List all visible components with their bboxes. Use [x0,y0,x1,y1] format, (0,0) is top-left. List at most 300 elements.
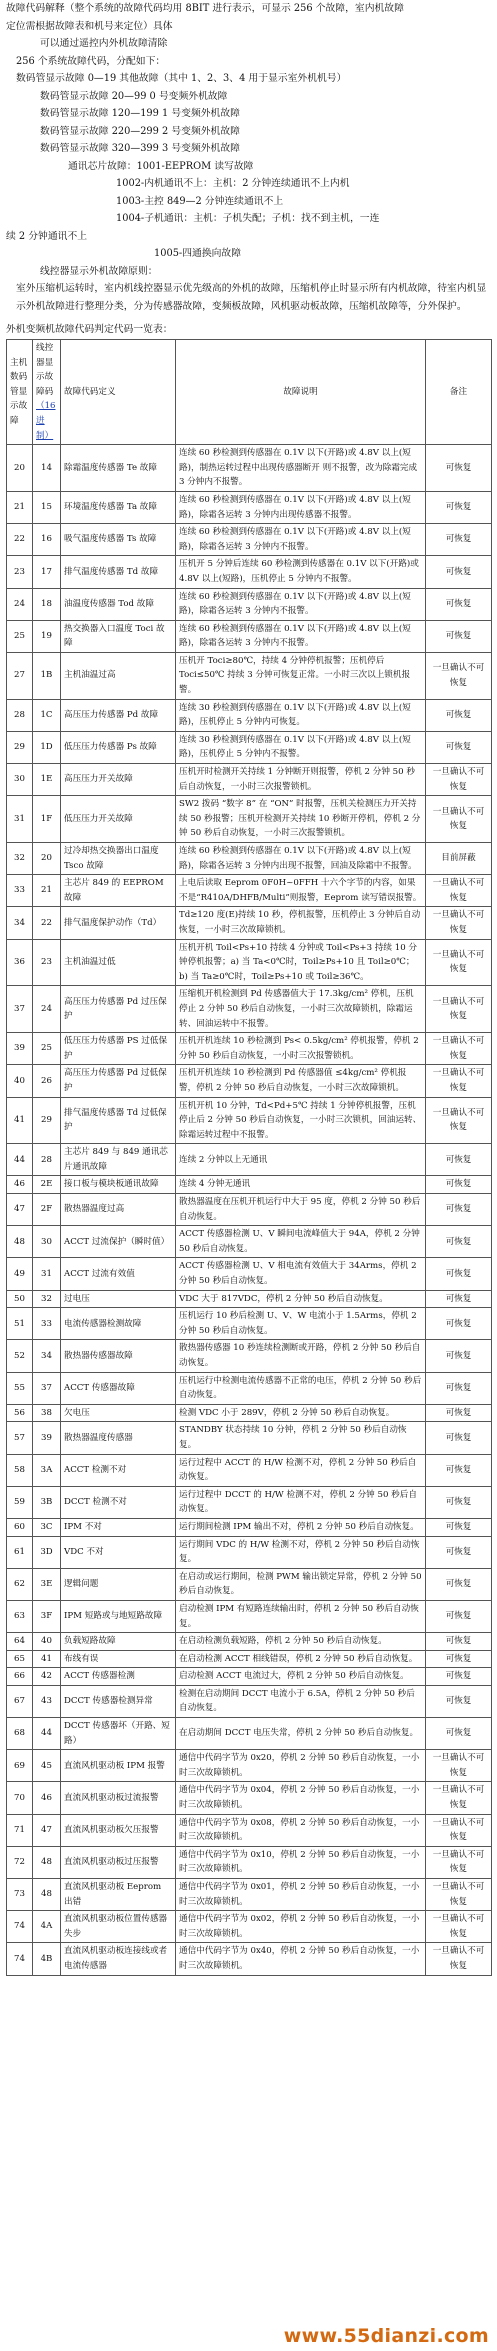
cell-main-code: 24 [7,588,33,620]
cell-remark: 可恢复 [426,1486,492,1518]
table-row [7,986,492,1033]
cell-description: 压机开机连续 10 秒检测到 Ps< 0.5kg/cm² 停机报警，停机 2 分钟 50 秒后自动恢复，一小时三次报警锁机。 [176,1033,426,1065]
cell-description: 在启动或运行期间，检测 PWM 输出锁定异常，停机 2 分钟 50 秒后自动恢复。 [176,1568,426,1600]
cell-main-code: 60 [7,1518,33,1536]
table-row [7,588,492,620]
cell-description: 连续 60 秒检测到传感器在 0.1V 以下(开路)或 4.8V 以上(短路)，制热运转过程中出现传感器断开 则不报警，改为除霜完成 3 分钟内不报警。 [176,445,426,492]
table-row [7,1943,492,1975]
cell-controller-code: 26 [33,1065,61,1097]
table-row [7,1750,492,1782]
cell-remark: 可恢复 [426,1454,492,1486]
cell-controller-code: 47 [33,1814,61,1846]
cell-controller-code: 3D [33,1536,61,1568]
cell-definition: 低压压力开关故障 [61,796,176,843]
cell-definition: DCCT 检测不对 [61,1486,176,1518]
cell-description: 散热器传感器 10 秒连续检测断或开路，停机 2 分钟 50 秒后自动恢复。 [176,1340,426,1372]
header-definition: 故障代码定义 [61,340,176,445]
cell-main-code: 65 [7,1650,33,1668]
cell-description: 连续 30 秒检测到传感器在 0.1V 以下(开路)或 4.8V 以上(短路)，压机停止 5 分钟内可恢复。 [176,699,426,731]
cell-controller-code: 32 [33,1290,61,1308]
cell-description: ACCT 传感器检测 U、V 相电流有效值大于 34Arms，停机 2 分钟 50 秒后自动恢复。 [176,1258,426,1290]
cell-controller-code: 1B [33,652,61,699]
intro-line: 线控器显示外机故障原则： [40,265,158,277]
table-row [7,1814,492,1846]
cell-main-code: 48 [7,1226,33,1258]
header-description: 故障说明 [176,340,426,445]
cell-main-code: 74 [7,1943,33,1975]
cell-remark: 一旦确认不可恢复 [426,1782,492,1814]
cell-remark: 可恢复 [426,1404,492,1422]
cell-controller-code: 42 [33,1668,61,1686]
cell-controller-code: 1F [33,796,61,843]
cell-definition: 低压压力传感器 Ps 故障 [61,731,176,763]
table-row [7,445,492,492]
cell-main-code: 21 [7,491,33,523]
cell-definition: 直流风机驱动板位置传感器失步 [61,1911,176,1943]
table-row [7,652,492,699]
cell-controller-code: 38 [33,1404,61,1422]
table-row [7,1226,492,1258]
cell-remark: 可恢复 [426,1668,492,1686]
header-remark: 备注 [426,340,492,445]
cell-remark: 可恢复 [426,1633,492,1651]
cell-definition: IPM 不对 [61,1518,176,1536]
table-row [7,1879,492,1911]
table-row [7,731,492,763]
cell-remark: 一旦确认不可恢复 [426,796,492,843]
cell-description: 通信中代码字节为 0x40，停机 2 分钟 50 秒后自动恢复，一小时三次故障锁机。 [176,1943,426,1975]
cell-remark: 可恢复 [426,524,492,556]
cell-main-code: 62 [7,1568,33,1600]
cell-definition: 欠电压 [61,1404,176,1422]
cell-controller-code: 29 [33,1097,61,1144]
cell-remark: 可恢复 [426,1176,492,1194]
cell-description: 压机开 Toci≥80℃，持续 4 分钟停机报警；压机停后 Toci≤50℃ 持续 3 分钟可恢复正常。一小时三次以上锁机报警。 [176,652,426,699]
cell-controller-code: 19 [33,620,61,652]
cell-remark: 可恢复 [426,1308,492,1340]
table-row [7,1568,492,1600]
cell-definition: 过冷却热交换器出口温度 Tsco 故障 [61,843,176,875]
cell-description: 连续 60 秒检测到传感器在 0.1V 以下(开路)或 4.8V 以上(短路)，除霜各运转 3 分钟内出现不报警，回油及除霜中不报警。 [176,843,426,875]
cell-description: 在启动期间 DCCT 电压失常，停机 2 分钟 50 秒后自动恢复。 [176,1718,426,1750]
cell-description: 连续 30 秒检测到传感器在 0.1V 以下(开路)或 4.8V 以上(短路)，压机停止 5 分钟内不报警。 [176,731,426,763]
cell-description: 在启动检测 ACCT 相线错误，停机 2 分钟 50 秒后自动恢复。 [176,1650,426,1668]
cell-main-code: 59 [7,1486,33,1518]
cell-definition: 直流风机驱动板 IPM 报警 [61,1750,176,1782]
cell-remark: 一旦确认不可恢复 [426,1750,492,1782]
cell-definition: 直流风机驱动板过流报警 [61,1782,176,1814]
cell-description: 压机开 5 分钟后连续 60 秒检测到传感器在 0.1V 以下(开路)或 4.8V 以上(短路)，压机停止 5 分钟内不报警。 [176,556,426,588]
cell-main-code: 63 [7,1600,33,1632]
table-row [7,1308,492,1340]
cell-description: 通信中代码字节为 0x02，停机 2 分钟 50 秒后自动恢复，一小时三次故障锁机。 [176,1911,426,1943]
intro-line: 数码管显示故障 320—399 3 号变频外机故障 [40,143,240,154]
table-row [7,843,492,875]
cell-description: 压机开机连续 10 秒检测到 Pd 传感器值 ≤4kg/cm² 停机报警，停机 2 分钟 50 秒后自动恢复，一小时三次故障锁机。 [176,1065,426,1097]
cell-controller-code: 3B [33,1486,61,1518]
table-row [7,1033,492,1065]
cell-definition: 散热器温度过高 [61,1194,176,1226]
table-row [7,1846,492,1878]
cell-main-code: 29 [7,731,33,763]
cell-remark: 可恢复 [426,1518,492,1536]
cell-remark: 可恢复 [426,731,492,763]
cell-description: 启动检测 ACCT 电流过大，停机 2 分钟 50 秒后自动恢复。 [176,1668,426,1686]
cell-remark: 可恢复 [426,1194,492,1226]
intro-line: 数码管显示故障 120—199 1 号变频外机故障 [40,108,240,119]
cell-controller-code: 34 [33,1340,61,1372]
cell-main-code: 23 [7,556,33,588]
cell-definition: 散热器传感器故障 [61,1340,176,1372]
table-row [7,1518,492,1536]
cell-description: 压机开机 Toil<Ps+10 持续 4 分钟或 Toil<Ps+3 持续 10 分钟停机报警；a) 当 Ta<0℃时，Toil≥Ps+10 且 Toil≥0℃；b) 当 Ta≥0℃时，Toil≥Ps+10 或 Toil≥36℃。 [176,939,426,986]
cell-controller-code: 37 [33,1372,61,1404]
cell-controller-code: 48 [33,1879,61,1911]
cell-main-code: 50 [7,1290,33,1308]
cell-definition: 接口板与模块板通讯故障 [61,1176,176,1194]
cell-definition: 电流传感器检测故障 [61,1308,176,1340]
cell-definition: ACCT 传感器检测 [61,1668,176,1686]
intro-line: 数码管显示故障 220—299 2 号变频外机故障 [40,125,240,137]
cell-remark: 可恢复 [426,1226,492,1258]
cell-description: ACCT 传感器检测 U、V 瞬间电流峰值大于 94A，停机 2 分钟 50 秒后自动恢复。 [176,1226,426,1258]
cell-main-code: 66 [7,1668,33,1686]
cell-main-code: 34 [7,907,33,939]
cell-main-code: 49 [7,1258,33,1290]
cell-description: 通信中代码字节为 0x20，停机 2 分钟 50 秒后自动恢复，一小时三次故障锁机。 [176,1750,426,1782]
intro-line: 数码管显示故障 20—99 0 号变频外机故障 [40,90,228,102]
cell-description: 连续 60 秒检测到传感器在 0.1V 以下(开路)或 4.8V 以上(短路)，除霜各运转 3 分钟内不报警。 [176,524,426,556]
cell-remark: 一旦确认不可恢复 [426,1943,492,1975]
cell-controller-code: 4A [33,1911,61,1943]
cell-remark: 可恢复 [426,491,492,523]
cell-controller-code: 3C [33,1518,61,1536]
cell-description: VDC 大于 817VDC，停机 2 分钟 50 秒后自动恢复。 [176,1290,426,1308]
cell-definition: 直流风机驱动板 Eeprom 出错 [61,1879,176,1911]
cell-description: 连续 4 分钟无通讯 [176,1176,426,1194]
cell-main-code: 72 [7,1846,33,1878]
table-row [7,620,492,652]
intro-line: 定位需根据故障表和机号来定位）具体 [6,20,173,32]
table-row [7,1633,492,1651]
cell-definition: ACCT 过流保护（瞬时值） [61,1226,176,1258]
intro-line: 1003-主控 849—2 分钟连续通讯不上 [116,195,284,207]
cell-main-code: 33 [7,875,33,907]
cell-main-code: 68 [7,1718,33,1750]
cell-description: 压机运行中检测电流传感器不正常的电压，停机 2 分钟 50 秒后自动恢复。 [176,1372,426,1404]
cell-remark: 可恢复 [426,1340,492,1372]
table-row [7,875,492,907]
table-row [7,1340,492,1372]
cell-remark: 可恢复 [426,1422,492,1454]
cell-remark: 可恢复 [426,445,492,492]
cell-controller-code: 15 [33,491,61,523]
cell-remark: 一旦确认不可恢复 [426,1814,492,1846]
cell-main-code: 74 [7,1911,33,1943]
cell-controller-code: 33 [33,1308,61,1340]
cell-main-code: 39 [7,1033,33,1065]
cell-remark: 目前屏蔽 [426,843,492,875]
cell-definition: ACCT 传感器故障 [61,1372,176,1404]
watermark: www.55dianzi.com [283,2325,489,2347]
table-row [7,556,492,588]
table-row [7,1685,492,1717]
cell-remark: 可恢复 [426,1290,492,1308]
table-row [7,1782,492,1814]
table-row [7,1144,492,1176]
cell-main-code: 69 [7,1750,33,1782]
cell-definition: 排气温度传感器 Td 过低保护 [61,1097,176,1144]
table-row [7,796,492,843]
cell-definition: 负载短路故障 [61,1633,176,1651]
cell-description: 压机开时检测开关持续 1 分钟断开则报警，停机 2 分钟 50 秒后自动恢复，一小时三次报警锁机。 [176,764,426,796]
cell-remark: 可恢复 [426,699,492,731]
cell-main-code: 52 [7,1340,33,1372]
table-row [7,1194,492,1226]
cell-controller-code: 22 [33,907,61,939]
cell-definition: 直流风机驱动板连接线或者电流传感器 [61,1943,176,1975]
cell-controller-code: 2E [33,1176,61,1194]
header-main-display: 主机数码管显示故障 [7,340,33,445]
cell-definition: 过电压 [61,1290,176,1308]
cell-controller-code: 1E [33,764,61,796]
cell-description: 压机运行 10 秒后检测 U、V、W 电流小于 1.5Arms，停机 2 分钟 50 秒后自动恢复。 [176,1308,426,1340]
cell-description: 通信中代码字节为 0x01，停机 2 分钟 50 秒后自动恢复，一小时三次故障锁机。 [176,1879,426,1911]
table-row [7,1600,492,1632]
cell-main-code: 27 [7,652,33,699]
cell-main-code: 30 [7,764,33,796]
cell-definition: 主机油温过低 [61,939,176,986]
cell-main-code: 56 [7,1404,33,1422]
cell-description: 压缩机开机检测到 Pd 传感器值大于 17.3kg/cm² 停机，压机停止 2 分钟 50 秒后自动恢复，一小时三次故障锁机，除霜运转、回油运转中不报警。 [176,986,426,1033]
cell-description: 运行期间检测 IPM 输出不对，停机 2 分钟 50 秒后自动恢复。 [176,1518,426,1536]
intro-line: 1004-子机通讯：主机：子机失配；子机：找不到主机，一连 [116,213,380,224]
cell-controller-code: 21 [33,875,61,907]
cell-definition: 主机油温过高 [61,652,176,699]
cell-remark: 一旦确认不可恢复 [426,1097,492,1144]
cell-definition: 高压压力传感器 Pd 故障 [61,699,176,731]
cell-definition: 排气温度传感器 Td 故障 [61,556,176,588]
table-row [7,764,492,796]
cell-definition: 高压压力传感器 Pd 过低保护 [61,1065,176,1097]
intro-line: 数码管显示故障 0—19 其他故障（其中 1、2、3、4 用于显示室外机机号） [16,73,347,84]
cell-controller-code: 1D [33,731,61,763]
cell-controller-code: 46 [33,1782,61,1814]
cell-controller-code: 23 [33,939,61,986]
cell-remark: 一旦确认不可恢复 [426,875,492,907]
cell-controller-code: 3A [33,1454,61,1486]
cell-definition: 散热器温度传感器 [61,1422,176,1454]
cell-remark: 一旦确认不可恢复 [426,1911,492,1943]
cell-controller-code: 45 [33,1750,61,1782]
cell-main-code: 37 [7,986,33,1033]
table-header-row [7,340,492,445]
cell-remark: 一旦确认不可恢复 [426,1879,492,1911]
cell-main-code: 28 [7,699,33,731]
cell-description: STANDBY 状态持续 10 分钟，停机 2 分钟 50 秒后自动恢复。 [176,1422,426,1454]
cell-description: 通信中代码字节为 0x08，停机 2 分钟 50 秒后自动恢复，一小时三次故障锁机。 [176,1814,426,1846]
cell-remark: 一旦确认不可恢复 [426,1846,492,1878]
cell-controller-code: 14 [33,445,61,492]
cell-definition: IPM 短路或与地短路故障 [61,1600,176,1632]
header-hex-link[interactable]: （16 进制） [36,401,56,441]
cell-definition: 环境温度传感器 Ta 故障 [61,491,176,523]
cell-description: 连续 60 秒检测到传感器在 0.1V 以下(开路)或 4.8V 以上(短路)，除霜各运转 3 分钟内不报警。 [176,588,426,620]
cell-remark: 可恢复 [426,588,492,620]
cell-main-code: 40 [7,1065,33,1097]
header-wired-controller [33,340,61,445]
table-row [7,1404,492,1422]
cell-controller-code: 25 [33,1033,61,1065]
cell-main-code: 64 [7,1633,33,1651]
cell-main-code: 67 [7,1685,33,1717]
cell-main-code: 32 [7,843,33,875]
cell-controller-code: 44 [33,1718,61,1750]
cell-description: 运行过程中 DCCT 的 H/W 检测不对，停机 2 分钟 50 秒后自动恢复。 [176,1486,426,1518]
cell-description: 散热器温度在压机开机运行中大于 95 度，停机 2 分钟 50 秒后自动恢复。 [176,1194,426,1226]
table-row [7,1454,492,1486]
cell-description: 连续 60 秒检测到传感器在 0.1V 以下(开路)或 4.8V 以上(短路)，除霜各运转 3 分钟内不报警。 [176,620,426,652]
cell-description: 连续 2 分钟以上无通讯 [176,1144,426,1176]
cell-definition: 除霜温度传感器 Te 故障 [61,445,176,492]
intro-line: 1005-四通换向故障 [154,248,242,259]
cell-controller-code: 17 [33,556,61,588]
cell-main-code: 61 [7,1536,33,1568]
section-title: 外机变频机故障代码判定代码一览表： [6,324,173,335]
cell-controller-code: 16 [33,524,61,556]
cell-definition: 高压压力传感器 Pd 过压保护 [61,986,176,1033]
cell-description: Td≥120 度(E)持续 10 秒，停机报警，压机停止 3 分钟后自动恢复，一小时三次故障锁机。 [176,907,426,939]
table-row [7,1372,492,1404]
header-wired-controller-text: 线控器显示故障码 [36,343,54,397]
cell-description: 上电后读取 Eeprom 0F0H~0FFH 十六个字节的内容，如果不是“R410A/DHFB/Multi”则报警，Eeprom 读写错误报警。 [176,875,426,907]
cell-definition: 直流风机驱动板过压报警 [61,1846,176,1878]
intro-line: 故障代码解释（整个系统的故障代码均用 8BIT 进行表示，可显示 256 个故障，室内机故障 [6,3,404,14]
intro-line: 室外压缩机运转时，室内机线控器显示优先级高的外机的故障，压缩机停止时显示所有内机故障，待室内机显示外机故障进行整理分类，分为传感器故障，变频板故障，风机驱动板故障，压缩机故障等，分外保护。 [16,283,487,312]
cell-controller-code: 24 [33,986,61,1033]
cell-controller-code: 39 [33,1422,61,1454]
cell-controller-code: 43 [33,1685,61,1717]
table-body [7,445,492,1975]
cell-description: 运行过程中 ACCT 的 H/W 检测不对，停机 2 分钟 50 秒后自动恢复。 [176,1454,426,1486]
cell-description: 启动检测 IPM 有短路连续输出时，停机 2 分钟 50 秒后自动恢复。 [176,1600,426,1632]
cell-description: 通信中代码字节为 0x04，停机 2 分钟 50 秒后自动恢复，一小时三次故障锁机。 [176,1782,426,1814]
cell-description: 压机开机 10 分钟，Td<Pd+5℃ 持续 1 分钟停机报警，压机停止后 2 分钟 50 秒后自动恢复，一小时三次锁机，回油运转、除霜运转过程中不报警。 [176,1097,426,1144]
cell-remark: 可恢复 [426,1600,492,1632]
table-row [7,939,492,986]
fault-code-table [6,339,492,1976]
table-row [7,1718,492,1750]
cell-remark: 可恢复 [426,620,492,652]
cell-controller-code: 3F [33,1600,61,1632]
table-row [7,907,492,939]
table-row [7,491,492,523]
cell-main-code: 47 [7,1194,33,1226]
cell-main-code: 25 [7,620,33,652]
cell-controller-code: 31 [33,1258,61,1290]
cell-definition: DCCT 传感器检测异常 [61,1685,176,1717]
cell-remark: 一旦确认不可恢复 [426,1065,492,1097]
cell-remark: 一旦确认不可恢复 [426,764,492,796]
intro-line: 可以通过遥控内外机故障清除 [40,38,168,49]
cell-remark: 可恢复 [426,1568,492,1600]
cell-main-code: 41 [7,1097,33,1144]
cell-main-code: 55 [7,1372,33,1404]
cell-definition: 排气温度保护动作（Td） [61,907,176,939]
cell-definition: 主芯片 849 与 849 通讯芯片通讯故障 [61,1144,176,1176]
cell-controller-code: 3E [33,1568,61,1600]
intro-line: 续 2 分钟通讯不上 [6,230,88,242]
table-row [7,1486,492,1518]
cell-remark: 可恢复 [426,1144,492,1176]
cell-controller-code: 2F [33,1194,61,1226]
cell-remark: 可恢复 [426,1536,492,1568]
intro-line: 256 个系统故障代码，分配如下： [16,55,166,67]
table-row [7,1176,492,1194]
cell-remark: 可恢复 [426,1718,492,1750]
cell-definition: 热交换器入口温度 Toci 故障 [61,620,176,652]
cell-definition: 布线有误 [61,1650,176,1668]
cell-controller-code: 1C [33,699,61,731]
cell-description: 检测在启动期间 DCCT 电流小于 6.5A，停机 2 分钟 50 秒后自动恢复。 [176,1685,426,1717]
cell-definition: 主芯片 849 的 EEPROM 故障 [61,875,176,907]
table-row [7,1536,492,1568]
cell-definition: ACCT 过流有效值 [61,1258,176,1290]
cell-main-code: 20 [7,445,33,492]
cell-main-code: 58 [7,1454,33,1486]
cell-definition: 低压压力传感器 PS 过低保护 [61,1033,176,1065]
cell-description: 检测 VDC 小于 289V，停机 2 分钟 50 秒后自动恢复。 [176,1404,426,1422]
table-row [7,1097,492,1144]
cell-definition: 逻辑问题 [61,1568,176,1600]
cell-controller-code: 4B [33,1943,61,1975]
cell-main-code: 71 [7,1814,33,1846]
cell-remark: 一旦确认不可恢复 [426,907,492,939]
table-row [7,1422,492,1454]
cell-definition: DCCT 传感器坏（开路、短路） [61,1718,176,1750]
cell-main-code: 44 [7,1144,33,1176]
cell-description: 通信中代码字节为 0x10，停机 2 分钟 50 秒后自动恢复，一小时三次故障锁机。 [176,1846,426,1878]
cell-controller-code: 18 [33,588,61,620]
table-row [7,699,492,731]
cell-main-code: 22 [7,524,33,556]
cell-remark: 可恢复 [426,556,492,588]
cell-description: 连续 60 秒检测到传感器在 0.1V 以下(开路)或 4.8V 以上(短路)，除霜各运转 3 分钟内出现传感器不报警。 [176,491,426,523]
cell-controller-code: 41 [33,1650,61,1668]
cell-remark: 可恢复 [426,1258,492,1290]
table-row [7,524,492,556]
intro-line: 1002-内机通讯不上：主机：2 分钟连续通讯不上内机 [116,178,350,189]
table-row [7,1650,492,1668]
cell-description: 运行期间 VDC 的 H/W 检测不对，停机 2 分钟 50 秒后自动恢复。 [176,1536,426,1568]
cell-main-code: 73 [7,1879,33,1911]
cell-main-code: 36 [7,939,33,986]
cell-definition: 高压压力开关故障 [61,764,176,796]
cell-definition: 直流风机驱动板欠压报警 [61,1814,176,1846]
cell-controller-code: 30 [33,1226,61,1258]
cell-definition: VDC 不对 [61,1536,176,1568]
intro-line: 通讯芯片故障：1001-EEPROM 读写故障 [68,160,254,172]
table-row [7,1065,492,1097]
cell-remark: 可恢复 [426,1685,492,1717]
cell-definition: ACCT 检测不对 [61,1454,176,1486]
table-row [7,1290,492,1308]
intro-section [6,0,491,315]
cell-description: SW2 拨码 “数字 8” 在 “ON” 时报警，压机关检测压力开关持续 50 秒报警；压机开检测开关持续 10 秒断开停机，停机 2 分钟 50 秒后自动恢复，一小时三次报警锁机。 [176,796,426,843]
cell-definition: 吸气温度传感器 Ts 故障 [61,524,176,556]
cell-description: 在启动检测负载短路，停机 2 分钟 50 秒后自动恢复。 [176,1633,426,1651]
cell-main-code: 57 [7,1422,33,1454]
